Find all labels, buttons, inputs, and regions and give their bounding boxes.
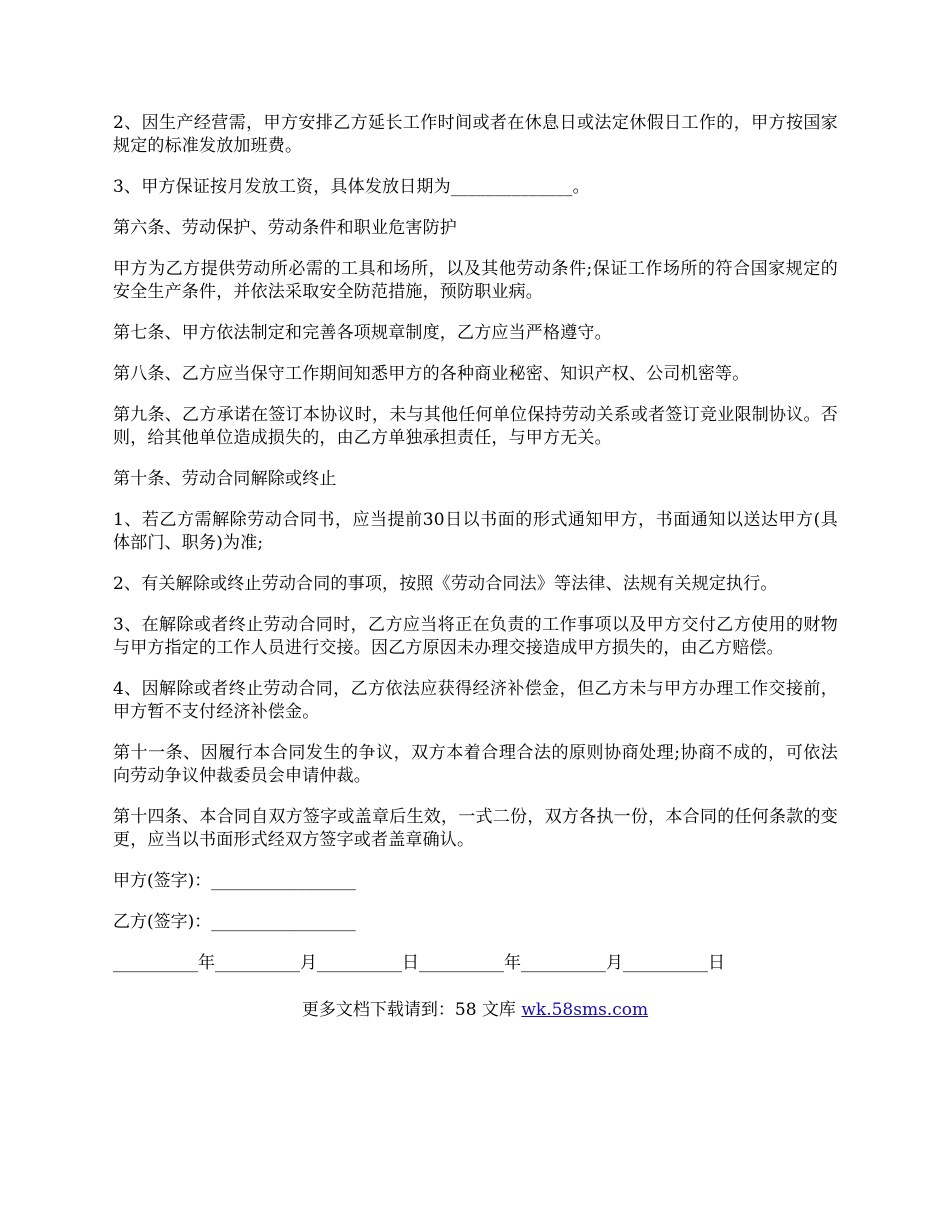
paragraph-article-14: 第十四条、本合同自双方签字或盖章后生效，一式二份，双方各执一份，本合同的任何条款的变更，应当以书面形式经双方签字或者盖章确认。 — [113, 807, 838, 850]
paragraph-overtime-pay: 2、因生产经营需，甲方安排乙方延长工作时间或者在休息日或法定休假日工作的，甲方按国家规定的标准发放加班费。 — [113, 113, 838, 156]
paragraph-termination-1: 1、若乙方需解除劳动合同书，应当提前30日以书面的形式通知甲方，书面通知以送达甲方(具体部门、职务)为准; — [113, 510, 838, 553]
paragraph-salary-date: 3、甲方保证按月发放工资，具体发放日期为______________。 — [113, 177, 590, 197]
paragraph-article-9: 第九条、乙方承诺在签订本协议时，未与其他任何单位保持劳动关系或者签订竞业限制协议。否则，给其他单位造成损失的，由乙方单独承担责任，与甲方无关。 — [113, 405, 838, 448]
paragraph-article-7: 第七条、甲方依法制定和完善各项规章制度，乙方应当严格遵守。 — [113, 323, 612, 343]
paragraph-termination-3: 3、在解除或者终止劳动合同时，乙方应当将正在负责的工作事项以及甲方交付乙方使用的财物与甲方指定的工作人员进行交接。因乙方原因未办理交接造成甲方损失的，由乙方赔偿。 — [113, 615, 838, 658]
footer-text: 更多文档下载请到：58 文库 — [301, 1000, 522, 1020]
signature-party-b: 乙方(签字)：_________________ — [113, 912, 356, 932]
paragraph-termination-2: 2、有关解除或终止劳动合同的事项，按照《劳动合同法》等法律、法规有关规定执行。 — [113, 574, 778, 594]
footer — [0, 999, 950, 1022]
paragraph-termination-4: 4、因解除或者终止劳动合同，乙方依法应获得经济补偿金，但乙方未与甲方办理工作交接前，甲方暂不支付经济补偿金。 — [113, 679, 838, 722]
heading-article-6: 第六条、劳动保护、劳动条件和职业危害防护 — [113, 218, 457, 238]
paragraph-article-11: 第十一条、因履行本合同发生的争议，双方本着合理合法的原则协商处理;协商不成的，可依法向劳动争议仲裁委员会申请仲裁。 — [113, 743, 838, 786]
paragraph-labor-protection: 甲方为乙方提供劳动所必需的工具和场所，以及其他劳动条件;保证工作场所的符合国家规定的安全生产条件，并依法采取安全防范措施，预防职业病。 — [113, 259, 838, 302]
signature-party-a: 甲方(签字)：_________________ — [113, 871, 356, 891]
paragraph-article-8: 第八条、乙方应当保守工作期间知悉甲方的各种商业秘密、知识产权、公司机密等。 — [113, 364, 750, 384]
heading-article-10: 第十条、劳动合同解除或终止 — [113, 469, 337, 489]
document-body — [113, 112, 838, 993]
footer-link[interactable]: wk.58sms.com — [521, 1000, 649, 1020]
signature-dates: __________年__________月__________日__________年__________月__________日 — [113, 953, 725, 973]
